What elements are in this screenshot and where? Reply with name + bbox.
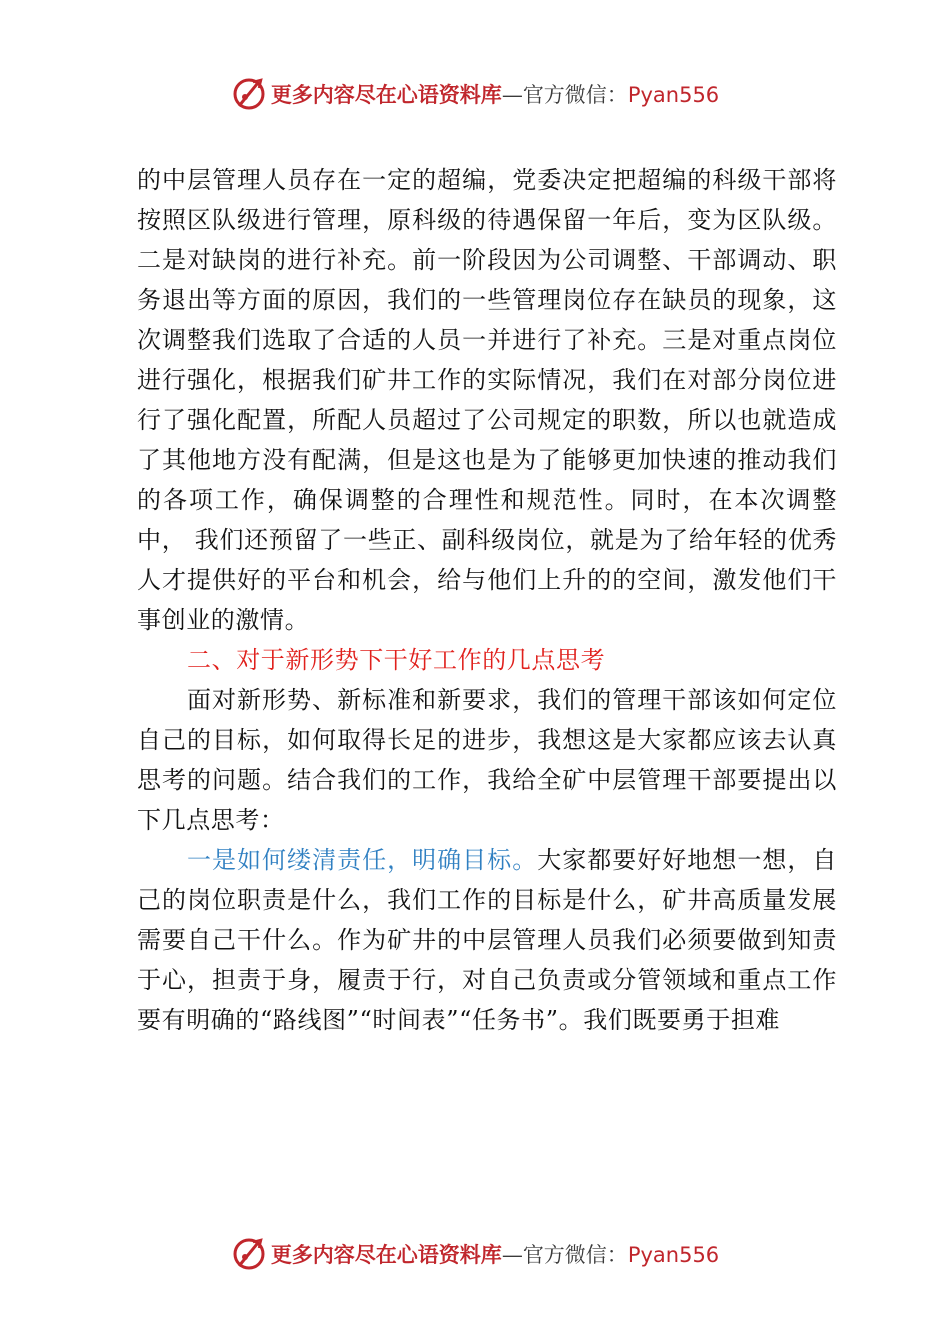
header-wechat-id: Pyan556 — [627, 83, 720, 107]
footer-banner — [0, 1234, 950, 1274]
document-body — [137, 160, 837, 1040]
footer-dash: — — [501, 1243, 523, 1267]
footer-wechat-label: 官方微信： — [522, 1243, 628, 1267]
header-banner — [0, 74, 950, 114]
brand-logo-icon — [231, 76, 267, 112]
paragraph-1: 的中层管理人员存在一定的超编，党委决定把超编的科级干部将按照区队级进行管理，原科级的待遇保留一年后，变为区队级。二是对缺岗的进行补充。前一阶段因为公司调整、干部调动、职务退出等方面的原因，我们的一些管理岗位存在缺员的现象，这次调整我们选取了合适的人员一并进行了补充。三是对重点岗位进行强化，根据我们矿井工作的实际情况，我们在对部分岗位进行了强化配置，所配人员超过了公司规定的职数，所以也就造成了其他地方没有配满，但是这也是为了能够更加快速的推动我们的各项工作，确保调整的合理性和规范性。同时，在本次调整中， 我们还预留了一些正、副科级岗位，就是为了给年轻的优秀人才提供好的平台和机会，给与他们上升的的空间，激发他们干事创业的激情。 — [137, 166, 837, 634]
header-wechat-label: 官方微信： — [522, 83, 628, 107]
header-dash: — — [501, 83, 523, 107]
brand-logo-icon — [231, 1236, 267, 1272]
point-1-title: 一是如何缕清责任，明确目标。 — [187, 846, 538, 874]
header-brand-name: 更多内容尽在心语资料库 — [270, 82, 502, 107]
footer-brand-name: 更多内容尽在心语资料库 — [270, 1242, 502, 1267]
header-banner-text — [271, 79, 719, 109]
point-1-paragraph — [137, 840, 837, 1040]
footer-banner-text — [271, 1239, 719, 1269]
footer-wechat-id: Pyan556 — [627, 1243, 720, 1267]
paragraph-2: 面对新形势、新标准和新要求，我们的管理干部该如何定位自己的目标，如何取得长足的进步，我想这是大家都应该去认真思考的问题。结合我们的工作，我给全矿中层管理干部要提出以下几点思考： — [137, 686, 837, 834]
section-heading-2: 二、对于新形势下干好工作的几点思考 — [187, 646, 606, 674]
point-1-body: 大家都要好好地想一想，自己的岗位职责是什么，我们工作的目标是什么，矿井高质量发展需要自己干什么。作为矿井的中层管理人员我们必须要做到知责于心，担责于身，履责于行，对自己负责或分管领域和重点工作要有明确的“路线图”“时间表”“任务书”。我们既要勇于担难 — [137, 846, 837, 1034]
